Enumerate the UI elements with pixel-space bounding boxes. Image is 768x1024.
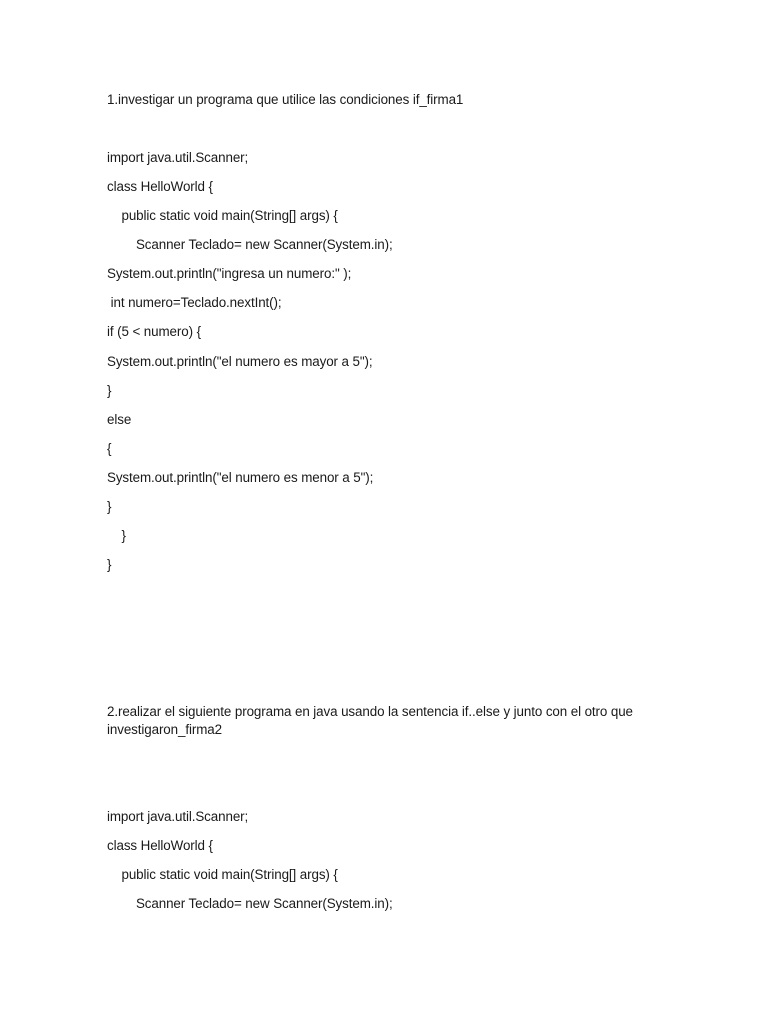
code-line: import java.util.Scanner; [107,809,249,824]
code-line: } [107,383,112,398]
code-line: public static void main(String[] args) { [107,208,338,223]
code-line: System.out.println("el numero es menor a 5"); [107,470,374,485]
section1-heading: 1.investigar un programa que utilice las condiciones if_firma1 [107,92,464,107]
code-line: else [107,412,132,427]
code-line: System.out.println("ingresa un numero:" ); [107,266,352,281]
code-line: } [107,499,112,514]
code-line: Scanner Teclado= new Scanner(System.in); [107,237,393,252]
code-line: System.out.println("el numero es mayor a 5"); [107,354,373,369]
code-line: import java.util.Scanner; [107,150,249,165]
code-line: int numero=Teclado.nextInt(); [107,295,282,310]
code-line: } [107,528,126,543]
code-line: class HelloWorld { [107,838,213,853]
code-line: Scanner Teclado= new Scanner(System.in); [107,896,393,911]
code-line: } [107,557,112,572]
code-line: public static void main(String[] args) { [107,867,338,882]
code-line: class HelloWorld { [107,179,213,194]
code-line: { [107,441,112,456]
code-line: if (5 < numero) { [107,324,201,339]
section2-heading: 2.realizar el siguiente programa en java usando la sentencia if..else y junto con el otro que investigaron_firma2 [107,704,633,737]
